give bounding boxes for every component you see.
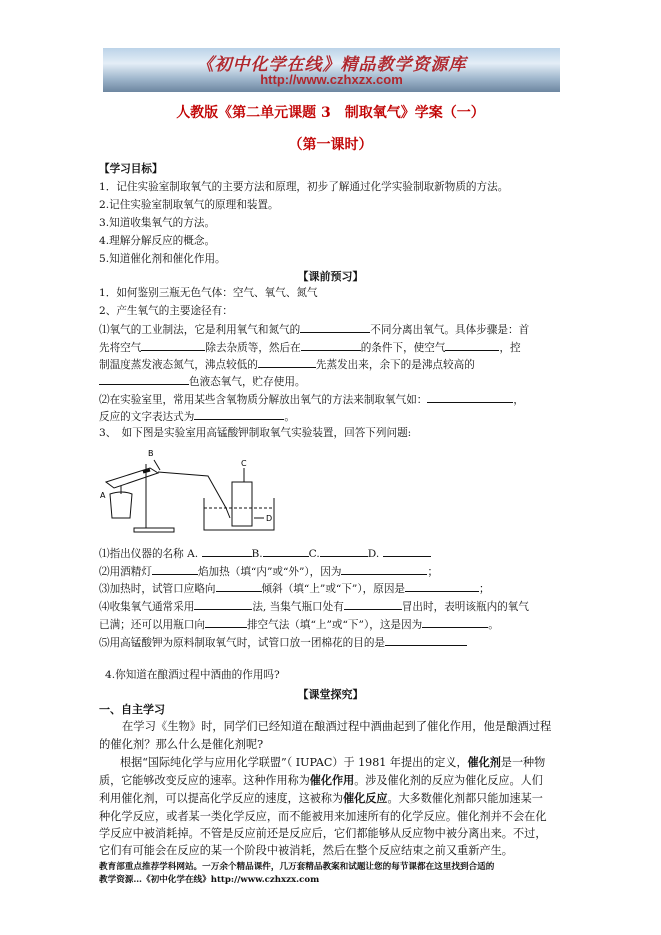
preview-q3-2: ⑵用酒精灯 焰加热（填“内”或“外”），因为 ； [99, 563, 438, 579]
delivery-tube [158, 472, 230, 518]
inquiry-line: 种化学反应，或者某一类化学反应，而不能被用来加速所有的化学反应。催化剂并不会在化 [99, 810, 547, 823]
document-title: 人教版《第二单元课题 3 制取氧气》学案（一） [176, 105, 485, 121]
gas-bottle [232, 482, 252, 526]
preview-q3-5: ⑸用高锰酸钾为原料制取氧气时，试管口放一团棉花的目的是 [99, 634, 467, 650]
inquiry-line: 在学习《生物》时，同学们已经知道在酿酒过程中酒曲起到了催化作用，他是酿酒过程 [122, 720, 552, 733]
blank[interactable] [300, 321, 370, 333]
blank[interactable] [99, 373, 189, 385]
label-d: D [266, 514, 273, 523]
goal-item: 4.理解分解反应的概念。 [99, 235, 216, 247]
stand-base [134, 528, 174, 532]
inquiry-section: 一、自主学习 [99, 703, 165, 716]
clamp [143, 470, 150, 472]
label-c: C [241, 459, 247, 468]
preview-q3: 3、 如下图是实验室用高锰酸钾制取氧气实验装置，回答下列问题: [99, 427, 412, 439]
inquiry-line: 质，它能够改变反应的速率。这种作用称为催化作用。涉及催化剂的反应为催化反应。人们 [99, 774, 543, 787]
footer-line2[interactable]: 教学资源…《初中化学在线》http://www.czhxzx.com [99, 875, 320, 885]
preview-q3-4-line2: 已满；还可以用瓶口向 排空气法（填“上”或“下”），这是因为 。 [99, 616, 499, 632]
preview-heading: 【课前预习】 [297, 270, 364, 283]
blank[interactable] [205, 616, 247, 628]
preview-q2a-line3: 制温度蒸发液态氮气，沸点较低的 先蒸发出来，余下的是沸点较高的 [99, 356, 475, 372]
blank[interactable] [216, 580, 262, 592]
label-line-b [154, 460, 160, 470]
preview-q2b-line2: 反应的文字表达式为 。 [99, 408, 295, 424]
blank[interactable] [341, 563, 427, 575]
blank[interactable] [202, 545, 252, 557]
water-trough [204, 498, 274, 530]
preview-q2: 2、产生氧气的主要途径有： [99, 305, 233, 317]
blank[interactable] [152, 563, 198, 575]
inquiry-heading: 【课堂探究】 [297, 688, 364, 701]
goal-item: 3.知道收集氧气的方法。 [99, 217, 216, 229]
preview-q4: 4.你知道在酿酒过程中酒曲的作用吗? [105, 669, 280, 681]
document-subtitle: （第一课时） [288, 137, 373, 153]
blank[interactable] [383, 545, 431, 557]
preview-q3-3: ⑶加热时，试管口应略向 倾斜（填“上”或“下”），原因是 ； [99, 580, 490, 596]
inquiry-line: 的催化剂？那么什么是催化剂呢? [99, 738, 264, 751]
blank[interactable] [258, 356, 316, 368]
blank[interactable] [141, 339, 205, 351]
label-a: A [100, 491, 106, 500]
goal-item: 2.记住实验室制取氧气的原理和装置。 [99, 199, 279, 211]
blank[interactable] [320, 545, 368, 557]
inquiry-line: 它们有可能会在反应的某一个阶段中被消耗，然后在整个反应结束之前又重新产生。 [99, 844, 513, 857]
banner-title: 《初中化学在线》精品教学资源库 [196, 55, 467, 75]
preview-q1: 1．如何鉴别三瓶无色气体：空气、氧气、氮气 [99, 287, 318, 299]
goals-heading: 【学习目标】 [99, 163, 163, 175]
preview-q2a-line1: ⑴氧气的工业制法，它是利用氧气和氮气的 不同分离出氧气。具体步骤是：首 [99, 321, 529, 337]
apparatus-diagram [98, 446, 288, 536]
blank[interactable] [194, 408, 284, 420]
blank[interactable] [445, 339, 499, 351]
alcohol-lamp [110, 492, 132, 518]
blank[interactable] [344, 598, 402, 610]
inquiry-line: 根据“国际纯化学与应用化学联盟”（ IUPAC）于 1981 年提出的定义，催化剂是一种物 [120, 756, 546, 769]
inquiry-line: 利用催化剂，可以提高化学反应的速度，这被称为催化反应。大多数催化剂都只能加速某一 [99, 792, 543, 805]
blank[interactable] [422, 616, 488, 628]
inquiry-line: 学反应中被消耗掉。不管是反应前还是反应后，它们都能够从反应物中被分离出来。不过， [99, 827, 547, 840]
blank[interactable] [301, 339, 361, 351]
preview-q3-1: ⑴指出仪器的名称 A. B. C. D. [99, 545, 431, 561]
goal-item: 5.知道催化剂和催化作用。 [99, 253, 226, 265]
preview-q2a-line2: 先将空气 除去杂质等，然后在 的条件下，使空气 ，控 [99, 339, 521, 355]
site-banner [103, 48, 560, 92]
footer-line1: 教育部重点推荐学科网站。一万余个精品课件，几万套精品教案和试题让您的每节课都在这里找到合适的 [99, 862, 495, 872]
preview-q3-4-line1: ⑷收集氧气通常采用 法, 当集气瓶口处有 冒出时，表明该瓶内的氧气 [99, 598, 529, 614]
blank[interactable] [427, 391, 513, 403]
label-b: B [148, 449, 154, 458]
preview-q2b-line1: ⑵在实验室里，常用某些含氧物质分解放出氧气的方法来制取氧气如： ， [99, 391, 524, 407]
goal-item: 1．记住实验室制取氧气的主要方法和原理，初步了解通过化学实验制取新物质的方法。 [99, 181, 509, 193]
blank[interactable] [405, 580, 479, 592]
preview-q2a-line4: 色液态氧气，贮存使用。 [99, 373, 306, 389]
blank[interactable] [194, 598, 252, 610]
banner-url[interactable]: http://www.czhxzx.com [260, 72, 403, 87]
blank[interactable] [385, 634, 467, 646]
blank[interactable] [263, 545, 309, 557]
